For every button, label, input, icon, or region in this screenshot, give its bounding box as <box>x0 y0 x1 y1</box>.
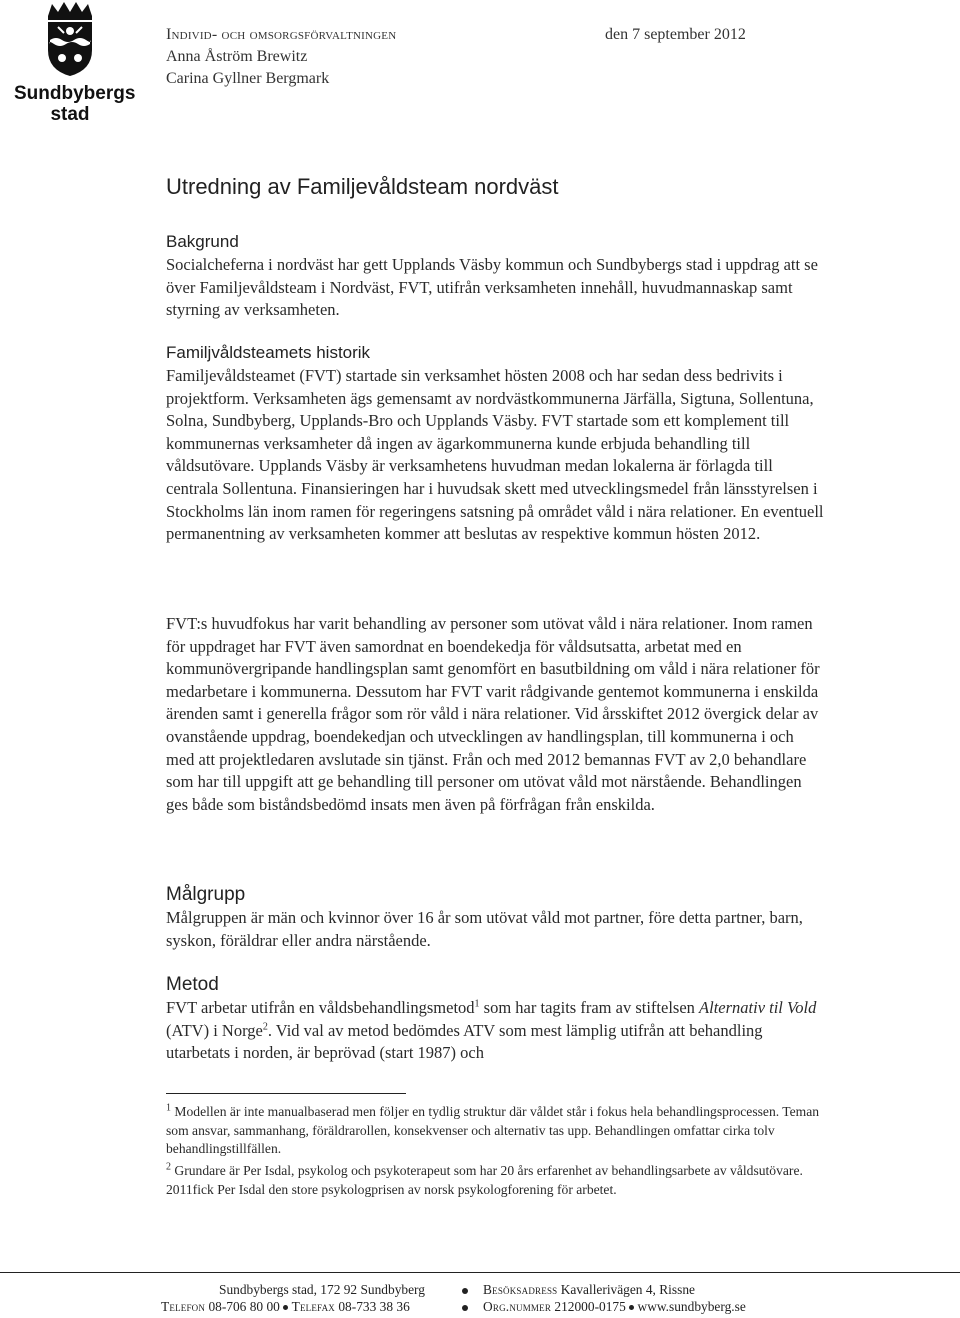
document-title: Utredning av Familjevåldsteam nordväst <box>166 174 559 199</box>
footer-website-link[interactable]: www.sundbyberg.se <box>637 1299 746 1314</box>
footer-visit: Besöksadress Kavallerivägen 4, Rissne <box>483 1282 695 1297</box>
heading-historik: Familjvåldsteamets historik <box>166 343 371 362</box>
footnote-2: $^2$ Grundare är Per Isdal, psykolog och psykoterapeut som har 20 års erfarenhet av behandlingsarbete av våldsutövare. 2011fick Per Isdal den store psykologprisen av norsk psykologforening för arbetet. <box>166 1161 803 1197</box>
footnote-separator <box>166 1093 406 1094</box>
heading-bakgrund: Bakgrund <box>166 232 239 251</box>
paragraph-historik-2: FVT:s huvudfokus har varit behandling av personer som utövat våld i nära relationer. Inom ramen för uppdraget har FVT även samordnat en boendekedja för våldsutsatta, arbetat med en kommunövergripande handlingsplan samt genomfört en basutbildning om våld i nära relationer för medarbetare i kommunerna. Dessutom har FVT varit rådgivande gentemot kommunerna i enskilda ärenden samt i generella frågor som rör våld i nära relationer. Vid årsskiftet 2012 övergick delar av ovanstående uppdrag, boendekedjan och utvecklingen av handlingsplan, till kommunerna i och med att projektledaren avslutade sin tjänst. Från och med 2012 bemannas FVT av 2,0 behandlare som har till uppgift att ge behandling till personer om utövat våld mot närstående. Behandlingen ges både som biståndsbedömd insats men även på förfrågan från enskilda. <box>166 614 820 814</box>
sundbyberg-logo <box>14 2 136 125</box>
author-2: Carina Gyllner Bergmark <box>166 70 330 87</box>
method-name: Alternativ til Vold <box>699 998 817 1017</box>
footer-org: Org.nummer 212000-0175 www.sundbyberg.se <box>483 1299 746 1314</box>
paragraph-metod: FVT arbetar utifrån en våldsbehandlingsmetod$^1$ som har tagits fram av stiftelsen Alternativ til Vold (ATV) i Norge$^2$. Vid val av metod bedömdes ATV som mest lämplig utifrån att behandling utarbetats i norden, är beprövad (start 1987) och <box>166 998 817 1063</box>
footer-address: Sundbybergs stad, 172 92 Sundbyberg <box>219 1282 425 1297</box>
footer-bullet <box>462 1305 468 1311</box>
logo-wordmark: Sundbybergs stad <box>14 83 136 125</box>
footer-phone: Telefon 08-706 80 00 Telefax 08-733 38 36 <box>161 1299 410 1314</box>
footer-bullet <box>462 1288 468 1294</box>
paragraph-historik-1: Familjevåldsteamet (FVT) startade sin verksamhet hösten 2008 och har sedan dess bedrivits i projektform. Verksamheten ägs gemensamt av nordvästkommunerna Järfälla, Sigtuna, Sollentuna, Solna, Sundbyberg, Upplands-Bro och Upplands Väsby. FVT startade som ett komplement till kommunernas verksamheter då ingen av ägarkommunerna kunde erbjuda behandling till våldsutövare. Upplands Väsby är verksamhetens huvudman medan lokalerna är förlagda till centrala Sollentuna. Finansieringen har i huvudsak skett med utvecklingsmedel från länsstyrelsen i Stockholms län inom ramen för regeringens satsning på området våld i nära relationer. En eventuell permanentning av verksamheten kommer att beslutas av respektive kommun hösten 2012. <box>166 366 824 544</box>
heading-metod: Metod <box>166 974 219 995</box>
author-1: Anna Åström Brewitz <box>166 48 308 65</box>
coat-of-arms-icon <box>14 2 126 78</box>
paragraph-malgrupp: Målgruppen är män och kvinnor över 16 år som utövat våld mot partner, före detta partner, barn, syskon, föräldrar eller andra närstående. <box>166 908 803 950</box>
footnote-ref-1: 1 <box>474 998 480 1010</box>
document-date: den 7 september 2012 <box>605 26 746 43</box>
footer-rule <box>0 1272 960 1273</box>
footnote-1: $^1$ Modellen är inte manualbaserad men följer en tydlig struktur där våldet står i fokus hela behandlingsprocessen. Teman som ansvar, sammanhang, föräldrarollen, konsekvenser och alternativ tas upp. Behandlingen omfattar cirka tolv behandlingstillfällen. <box>166 1102 820 1157</box>
footnote-ref-2: 2 <box>262 1021 268 1033</box>
heading-malgrupp: Målgrupp <box>166 884 246 905</box>
department-name: Individ- och omsorgsförvaltningen <box>166 26 397 43</box>
paragraph-bakgrund: Socialcheferna i nordväst har gett Upplands Väsby kommun och Sundbybergs stad i uppdrag att se över Familjevåldsteam i Nordväst, FVT, utifrån verksamheten innehåll, huvudmannaskap samt styrning av verksamheten. <box>166 255 818 320</box>
